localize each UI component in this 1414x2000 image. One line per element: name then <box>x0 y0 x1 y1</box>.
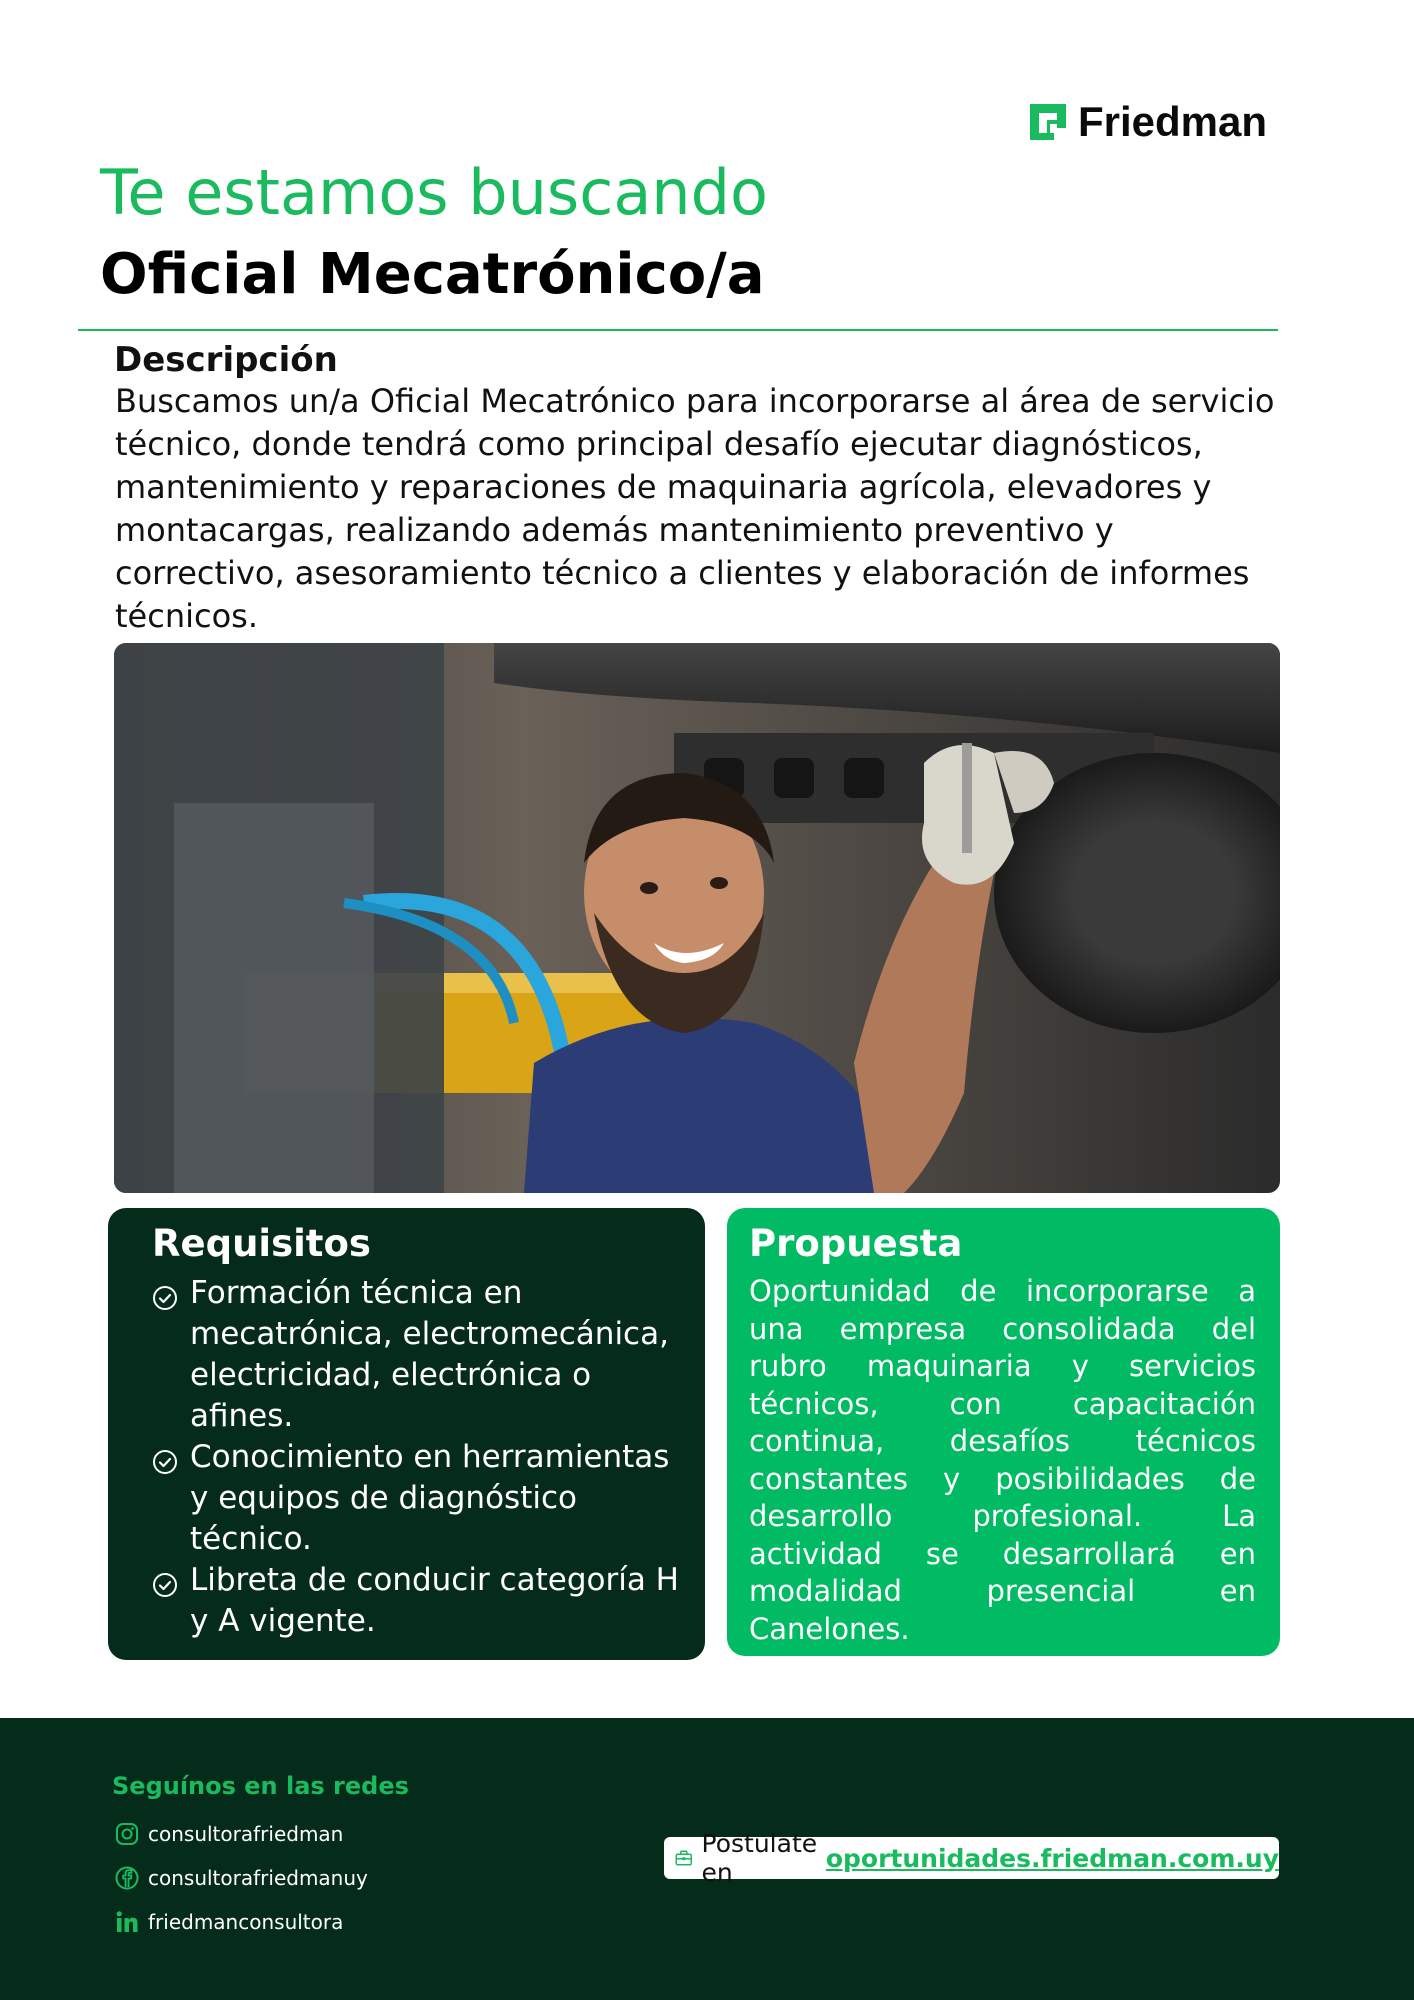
linkedin-link[interactable] <box>114 1909 343 1935</box>
proposal-card <box>727 1208 1280 1656</box>
logo-wordmark: Friedman <box>1078 98 1268 145</box>
mechanic-photo <box>114 643 1280 1193</box>
page-kicker: Te estamos buscando <box>100 156 768 229</box>
list-item <box>152 1560 685 1642</box>
check-circle-icon <box>152 1572 178 1598</box>
requirement-text: Libreta de conducir categoría H y A vigente. <box>190 1562 679 1639</box>
requirements-card <box>108 1208 705 1660</box>
description-heading: Descripción <box>114 340 338 380</box>
proposal-text: Oportunidad de incorporarse a una empresa consolidada del rubro maquinaria y servicios técnicos, con capacitación continua, desafíos técnicos constantes y posibilidades de desarrollo profesional. La actividad se desarrollará en modalidad presencial en Canelones. <box>749 1274 1256 1646</box>
list-item <box>152 1273 685 1437</box>
briefcase-icon <box>674 1845 694 1871</box>
apply-prefix: Postulate en <box>701 1829 818 1887</box>
footer <box>0 1718 1414 2000</box>
social-title: Seguínos en las redes <box>112 1772 409 1800</box>
description-text: Buscamos un/a Oficial Mecatrónico para incorporarse al área de servicio técnico, donde tendrá como principal desafío ejecutar diagnósticos, mantenimiento y reparaciones de maquinaria agrícola, elevadores y montacargas, realizando además mantenimiento preventivo y correctivo, asesoramiento técnico a clientes y elaboración de informes técnicos. <box>115 382 1275 635</box>
requirement-text: Formación técnica en mecatrónica, electromecánica, electricidad, electrónica o afines. <box>190 1275 669 1434</box>
facebook-icon <box>114 1865 140 1891</box>
friedman-logo-icon <box>1028 102 1068 142</box>
facebook-handle: consultorafriedmanuy <box>148 1866 368 1890</box>
proposal-heading: Propuesta <box>749 1222 963 1265</box>
friedman-logo <box>1028 98 1267 146</box>
instagram-link[interactable] <box>114 1821 343 1847</box>
requirements-list <box>152 1273 685 1642</box>
requirements-heading: Requisitos <box>152 1222 371 1265</box>
instagram-icon <box>114 1821 140 1847</box>
check-circle-icon <box>152 1285 178 1311</box>
list-item <box>152 1437 685 1560</box>
linkedin-icon <box>114 1909 140 1935</box>
requirement-text: Conocimiento en herramientas y equipos de diagnóstico técnico. <box>190 1439 670 1557</box>
instagram-handle: consultorafriedman <box>148 1822 344 1846</box>
title-divider <box>78 329 1278 331</box>
apply-link[interactable]: oportunidades.friedman.com.uy <box>825 1843 1279 1873</box>
apply-box <box>664 1829 1279 1887</box>
facebook-link[interactable] <box>114 1865 368 1891</box>
job-title: Oficial Mecatrónico/a <box>100 242 765 307</box>
linkedin-handle: friedmanconsultora <box>148 1910 344 1934</box>
check-circle-icon <box>152 1449 178 1475</box>
